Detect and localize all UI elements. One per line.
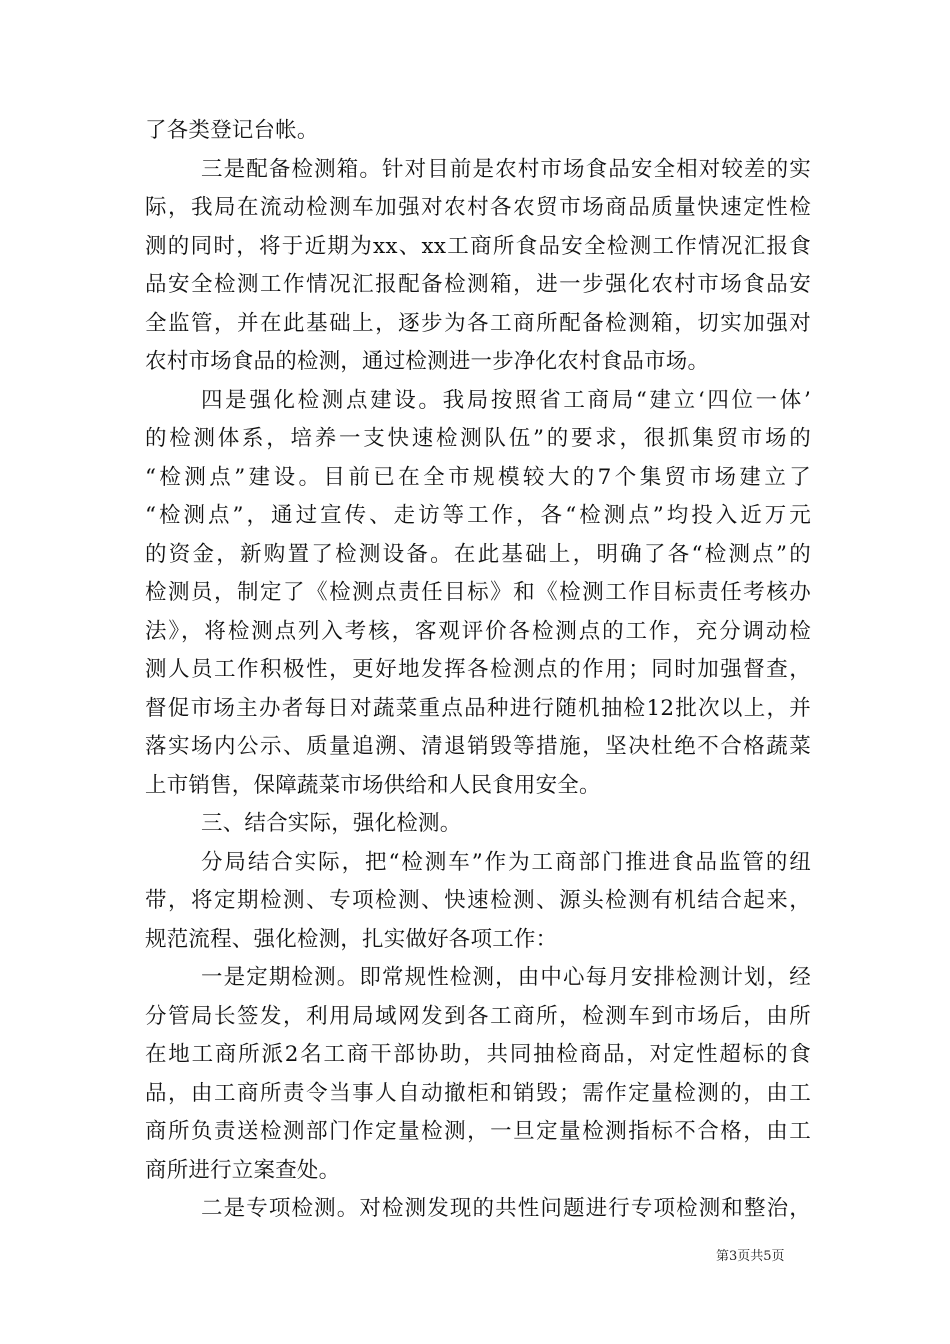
document-body xyxy=(145,112,811,1229)
page-footer: 第3页共5页 xyxy=(716,1249,785,1264)
text-line: 四是强化检测点建设。我局按照省工商局“建立‘四位一体’ xyxy=(201,387,811,413)
text-line: 商所进行立案查处。 xyxy=(145,1157,341,1183)
text-line: 法》，将检测点列入考核，客观评价各检测点的工作，充分调动检 xyxy=(145,618,811,644)
text-line: 分管局长签发，利用局域网发到各工商所，检测车到市场后，由所 xyxy=(145,1003,811,1029)
text-line: 农村市场食品的检测，通过检测进一步净化农村食品市场。 xyxy=(145,349,710,374)
text-line: 际，我局在流动检测车加强对农村各农贸市场商品质量快速定性检 xyxy=(145,195,811,220)
text-line: 全监管，并在此基础上，逐步为各工商所配备检测箱，切实加强对 xyxy=(145,310,811,336)
text-line: 的检测体系，培养一支快速检测队伍”的要求，很抓集贸市场的 xyxy=(145,426,811,451)
text-line: 落实场内公示、质量追溯、清退销毁等措施，坚决杜绝不合格蔬菜 xyxy=(145,734,811,759)
text-line: 二是专项检测。对检测发现的共性问题进行专项检测和整治， xyxy=(201,1196,811,1221)
text-line: 品安全检测工作情况汇报配备检测箱，进一步强化农村市场食品安 xyxy=(145,272,811,297)
text-line: 测的同时，将于近期为xx、xx工商所食品安全检测工作情况汇报食 xyxy=(145,233,811,259)
text-line: 三、结合实际，强化检测。 xyxy=(201,811,462,836)
text-line: 商所负责送检测部门作定量检测，一旦定量检测指标不合格，由工 xyxy=(145,1119,811,1144)
text-line: 在地工商所派2名工商干部协助，共同抽检商品，对定性超标的食 xyxy=(145,1042,811,1067)
text-line: “检测点”，通过宣传、走访等工作，各“检测点”均投入近万元 xyxy=(145,503,811,528)
text-line: 三是配备检测箱。针对目前是农村市场食品安全相对较差的实 xyxy=(201,156,811,182)
text-line: 测人员工作积极性，更好地发挥各检测点的作用；同时加强督查， xyxy=(145,657,811,682)
text-line: 带，将定期检测、专项检测、快速检测、源头检测有机结合起来， xyxy=(145,888,811,913)
text-line: “检测点”建设。目前已在全市规模较大的7个集贸市场建立了 xyxy=(145,464,811,490)
text-line: 品，由工商所责令当事人自动撤柜和销毁；需作定量检测的，由工 xyxy=(145,1080,811,1106)
text-line: 规范流程、强化检测，扎实做好各项工作： xyxy=(145,926,558,952)
text-line: 检测员，制定了《检测点责任目标》和《检测工作目标责任考核办 xyxy=(145,580,811,605)
text-line: 一是定期检测。即常规性检测，由中心每月安排检测计划，经 xyxy=(201,965,811,990)
text-line: 了各类登记台帐。 xyxy=(145,118,319,143)
text-line: 分局结合实际，把“检测车”作为工商部门推进食品监管的纽 xyxy=(201,849,811,875)
text-line: 上市销售，保障蔬菜市场供给和人民食用安全。 xyxy=(145,772,601,798)
text-line: 的资金，新购置了检测设备。在此基础上，明确了各“检测点”的 xyxy=(145,541,811,567)
text-line: 督促市场主办者每日对蔬菜重点品种进行随机抽检12批次以上，并 xyxy=(145,695,811,721)
